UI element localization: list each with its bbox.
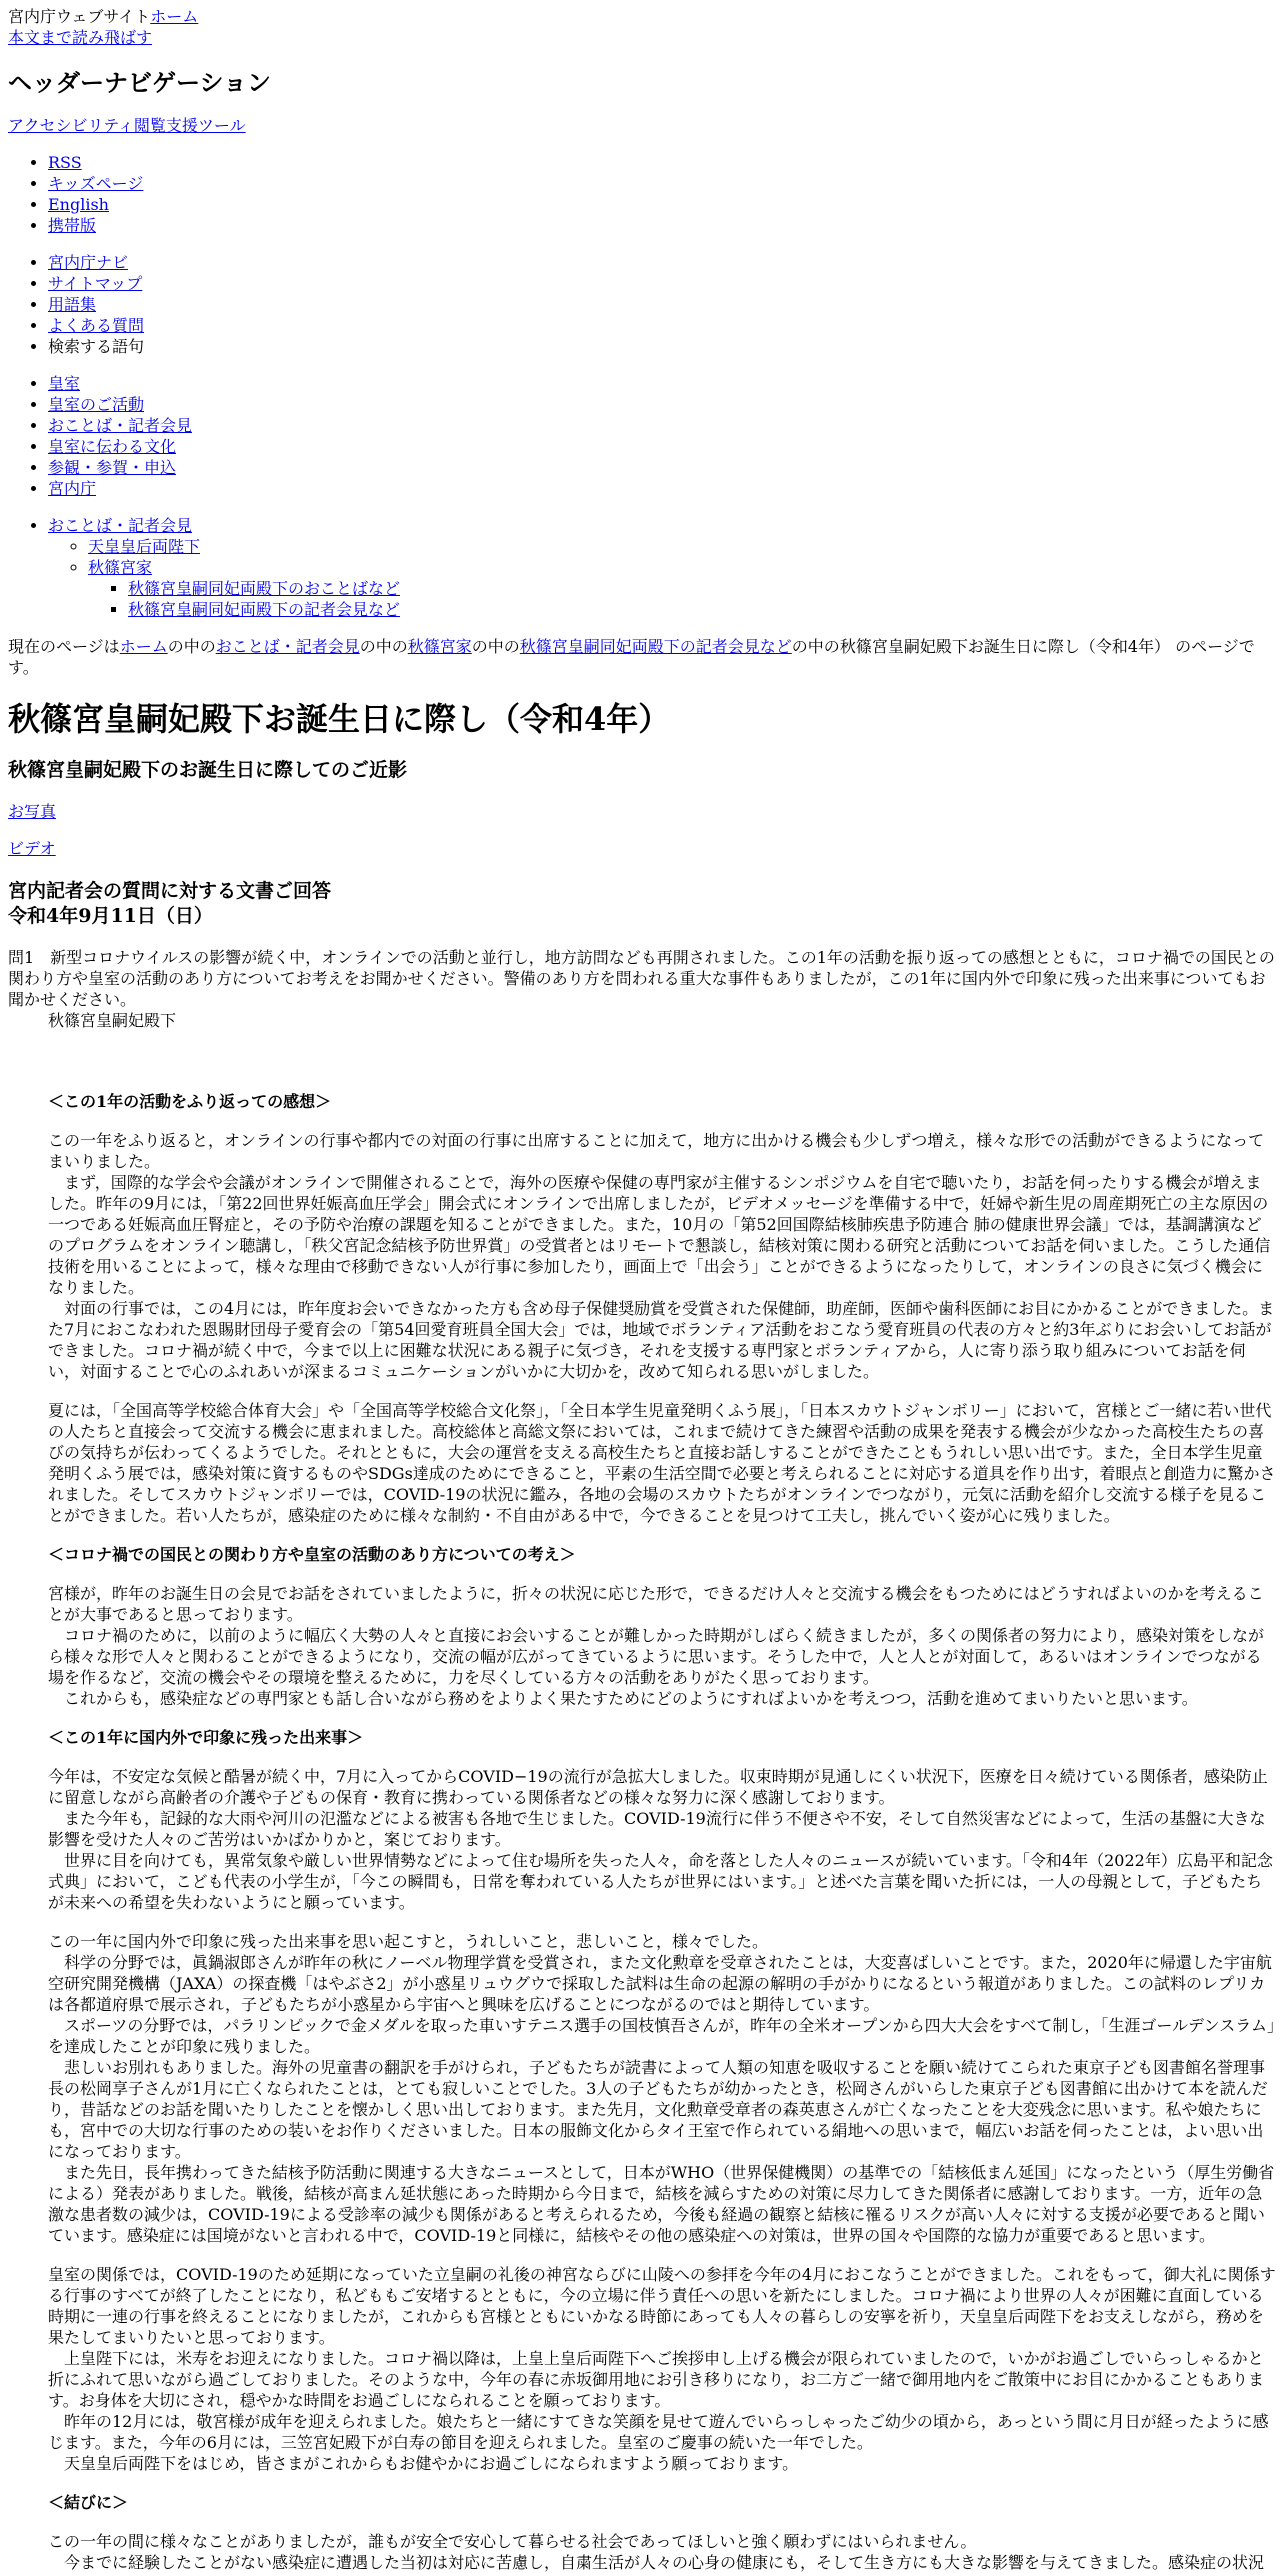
search-label: • 検索する語句 — [48, 336, 1276, 357]
answer-line: 宮様が，昨年のお誕生日の会見でお話をされていましたように，折々の状況に応じた形で，できるだけ人々と交流する機会をもつためにはどうすればよいのかを考えることが大事であると思っております。 — [48, 1584, 1264, 1624]
sitemap-link[interactable]: サイトマップ — [48, 274, 143, 293]
help-nav — [8, 252, 1276, 357]
answer-paragraph — [48, 1400, 1276, 1526]
breadcrumb-current: 秋篠宮皇嗣妃殿下お誕生日に際し（令和4年） のページです。 — [8, 637, 1255, 677]
global-nav-culture[interactable]: 皇室に伝わる文化 — [48, 437, 177, 456]
answer-paragraph — [48, 1931, 1276, 2246]
nav-item — [48, 415, 1276, 436]
press-date: 令和4年9月11日（日） — [8, 905, 213, 927]
answer-line: また今年も，記録的な大雨や河川の氾濫などによる被害も各地で生じました。COVID-19流行に伴う不便さや不安，そして自然災害などによって，生活の基盤に大きな影響を受けた人々のご苦労はいかばかりかと，案じております。 — [48, 1809, 1266, 1849]
breadcrumb-addresses[interactable]: おことば・記者会見 — [215, 637, 360, 656]
answer-section-heading: ＜コロナ禍での国民との関わり方や皇室の活動のあり方についての考え＞ — [48, 1545, 576, 1564]
photo-link-wrap — [8, 801, 1276, 822]
answer-section-heading: ＜この1年に国内外で印象に残った出来事＞ — [48, 1728, 364, 1747]
nav-item — [48, 436, 1276, 457]
answer-line: 皇室の関係では，COVID-19のため延期になっていた立皇嗣の礼後の神宮ならびに山陵への参拝を今年の4月におこなうことができました。これをもって，御大礼に関係する行事のすべてが終了したことになり，私どももご安堵するとともに，今の立場に伴う責任への思いを新たにしました。コロナ禍により世界の人々が困難に直面している時期に一連の行事を終えることになりましたが，これからも宮様とともにいかなる時節にあっても人々の暮らしの安寧を祈り，天皇皇后両陛下をお支えしながら，務めを果たしてまいりたいと思っております。 — [48, 2265, 1276, 2347]
photo-heading: 秋篠宮皇嗣妃殿下のお誕生日に際してのご近影 — [8, 759, 408, 781]
answer-line: 今までに経験したことがない感染症に遭遇した当初は対応に苦慮し，自粛生活が人々の心身の健康にも，そして生き方にも大きな影響を与えてきました。感染症の状況 — [64, 2553, 1265, 2572]
kids-page-link[interactable]: キッズページ — [48, 174, 144, 193]
accessibility-tool-wrap — [8, 115, 1276, 136]
utility-nav — [8, 152, 1276, 236]
nav-item — [48, 394, 1276, 415]
answer-section-heading: ＜結びに＞ — [48, 2493, 129, 2512]
nav-item — [48, 215, 1276, 236]
answer-line: この一年に国内外で印象に残った出来事を思い起こすと，うれしいこと，悲しいこと，様々でした。 — [48, 1932, 769, 1951]
nav-item — [48, 152, 1276, 173]
breadcrumb-akishino[interactable]: 秋篠宮家 — [407, 637, 472, 656]
nav-item — [48, 478, 1276, 499]
global-nav-imperial-family[interactable]: 皇室 — [48, 374, 81, 393]
breadcrumb-sep: の中の — [359, 637, 408, 656]
local-nav-sub — [48, 536, 1276, 620]
answer-line: コロナ禍のために，以前のように幅広く大勢の人々と直接にお会いすることが難しかった時期がしばらく続きましたが，多くの関係者の努力により，感染対策をしながら様々な形で人々と関わることができるようになり，交流の幅が広がってきているように思います。そうした中で，人と人とが対面して，あるいはオンラインでつながる場を作るなど，交流の機会やその環境を整えるために，力を尽くしている方々の活動をありがたく思っております。 — [48, 1626, 1265, 1687]
breadcrumb-prefix: 現在のページは — [8, 637, 120, 656]
site-logo[interactable]: 宮内庁ウェブサイト — [8, 7, 151, 26]
answer-line: 世界に目を向けても，異常気象や厳しい世界情勢などによって住む場所を失った人々，命を落とした人々のニュースが続いています。「令和4年（2022年）広島平和記念式典」において，こども代表の小学生が，「今この瞬間も，日常を奪われている人たちが世界にはいます。」と述べた言葉を聞いた折には，一人の母親として，子どもたちが未来への希望を失わないようにと願っています。 — [48, 1851, 1273, 1912]
question-text: 問1 新型コロナウイルスの影響が続く中，オンラインでの活動と並行し，地方訪問なども再開されました。この1年の活動を振り返っての感想とともに，コロナ禍での国民との関わり方や皇室の活動のあり方についてお考えをお聞かせください。警備のあり方を問われる重大な事件もありましたが，この1年に国内外で印象に残った出来事についてもお聞かせください。 — [8, 948, 1275, 1009]
photo-link[interactable]: お写真 — [8, 802, 57, 821]
english-link[interactable]: English — [48, 195, 109, 214]
global-nav — [8, 373, 1276, 499]
answer-paragraph — [48, 1130, 1276, 1382]
nav-item — [48, 373, 1276, 394]
nav-item — [48, 515, 1276, 620]
nav-item — [48, 194, 1276, 215]
nav-item — [48, 457, 1276, 478]
local-nav-akishino-words[interactable]: 秋篠宮皇嗣同妃両殿下のおことばなど — [128, 579, 401, 598]
answer-paragraph — [48, 1583, 1276, 1709]
nav-item — [48, 173, 1276, 194]
breadcrumb-akishino-press[interactable]: 秋篠宮皇嗣同妃両殿下の記者会見など — [519, 637, 792, 656]
kunaicho-navi-link[interactable]: 宮内庁ナビ — [48, 253, 129, 272]
answer-line: スポーツの分野では，パラリンピックで金メダルを取った車いすテニス選手の国枝慎吾さんが，昨年の全米オープンから四大大会をすべて制し，「生涯ゴールデンスラム」を達成したことが印象に残りました。 — [48, 2016, 1276, 2056]
breadcrumb-sep: の中の — [791, 637, 840, 656]
answer-line: 対面の行事では，この4月には，昨年度お会いできなかった方も含め母子保健奨励賞を受賞された保健師，助産師，医師や歯科医師にお目にかかることができました。また7月におこなわれた恩賜財団母子愛育会の「第54回愛育班員全国大会」では，地域でボランティア活動をおこなう愛育班員の代表の方々と約3年ぶりにお会いしてお話ができました。コロナ禍が続く中で，今まで以上に困難な状況にある親子に気づき，それを支援する専門家とボランティアから，人に寄り添う取り組みについてお話を伺い，対面することで心のふれあいが深まるコミュニケーションがいかに大切かを，改めて知られる思いがしました。 — [48, 1299, 1275, 1381]
local-nav-akishino[interactable]: 秋篠宮家 — [88, 558, 153, 577]
nav-item — [88, 536, 1276, 557]
video-link[interactable]: ビデオ — [8, 839, 56, 858]
answer-line: この一年の間に様々なことがありましたが，誰もが安全で安心して暮らせる社会であってほしいと強く願わずにはいられません。 — [48, 2532, 977, 2551]
answer-line: また先日，長年携わってきた結核予防活動に関連する大きなニュースとして，日本がWHO（世界保健機関）の基準での「結核低まん延国」になったという（厚生労働省による）発表がありました。戦後，結核が高まん延状態にあった時期から今日まで，結核を減らすための対策に尽力してきた関係者に感謝しております。一方，近年の急激な患者数の減少は，COVID-19による受診率の減少も関係があると考えられるため，今後も経過の観察と結核に罹るリスクが高い人々に対する支援が必要であると聞いています。感染症には国境がないと言われる中で，COVID-19と同様に，結核やその他の感染症への対策は，世界の国々や国際的な協力が重要であると思います。 — [48, 2163, 1275, 2245]
local-nav-emperor[interactable]: 天皇皇后両陛下 — [88, 537, 201, 556]
local-nav-akishino-press[interactable]: 秋篠宮皇嗣同妃両殿下の記者会見など — [128, 600, 401, 619]
global-nav-visits[interactable]: 参観・参賀・申込 — [48, 458, 177, 477]
nav-item — [48, 294, 1276, 315]
answer-line: 悲しいお別れもありました。海外の児童書の翻訳を手がけられ，子どもたちが読書によって人類の知恵を吸収することを願い続けてこられた東京子ども図書館名誉理事長の松岡享子さんが1月に亡くなられたことは，とても寂しいことでした。3人の子どもたちが幼かったとき，松岡さんがいらした東京子ども図書館に出かけて本を読んだり，昔話などのお話を聞いたりしたことを懐かしく思い出しております。また先月，文化勲章受章者の森英恵さんが亡くなったことを大変残念に思います。私や娘たちにも，宮中での大切な行事のための装いをお作りくださいました。日本の服飾文化からタイ王室で作られている絹地への思いまで，幅広いお話を伺ったことは，よい思い出になっております。 — [48, 2058, 1268, 2161]
skip-to-content-link[interactable]: 本文まで読み飛ばす — [8, 28, 153, 47]
local-nav — [8, 515, 1276, 620]
answer-line: 天皇皇后両陛下をはじめ，皆さまがこれからもお健やかにお過ごしになられますよう願っております。 — [64, 2454, 799, 2473]
breadcrumb-home[interactable]: ホーム — [119, 637, 168, 656]
video-link-wrap — [8, 838, 1276, 859]
breadcrumb-sep: の中の — [471, 637, 520, 656]
site-header-logos — [8, 6, 1276, 27]
mobile-link[interactable]: 携帯版 — [48, 216, 97, 235]
page-title: 秋篠宮皇嗣妃殿下お誕生日に際し（令和4年） — [8, 700, 671, 738]
glossary-link[interactable]: 用語集 — [48, 295, 97, 314]
answer-line: 上皇陛下には，米寿をお迎えになりました。コロナ禍以降は，上皇上皇后両陛下へご挨拶申し上げる機会が限られていましたので，いかがお過ごしでいらっしゃるかと折にふれて思いながら過ごしておりました。そのような中，今年の春に赤坂御用地にお引き移りになり，お二方ご一緒で御用地内をご散策中にお目にかかることもあります。お身体を大切にされ，穏やかな時間をお過ごしになられることを願っております。 — [48, 2349, 1265, 2410]
local-nav-addresses[interactable]: おことば・記者会見 — [48, 516, 193, 535]
press-heading-text: 宮内記者会の質問に対する文書ご回答 — [8, 880, 332, 902]
answer-section-heading: ＜この1年の活動をふり返っての感想＞ — [48, 1092, 332, 1111]
breadcrumb-sep: の中の — [167, 637, 216, 656]
answer-line: 昨年の12月には，敬宮様が成年を迎えられました。娘たちと一緒にすてきな笑顔を見せて遊んでいらっしゃったご幼少の頃から，あっという間に月日が経ったように感じます。また，今年の6月には，三笠宮妃殿下が白寿の節目を迎えられました。皇室のご慶事の続いた一年でした。 — [48, 2412, 1269, 2452]
local-nav-sub2 — [88, 578, 1276, 620]
nav-item — [48, 273, 1276, 294]
answerer-name: 秋篠宮皇嗣妃殿下 — [48, 1011, 177, 1030]
header-nav-heading: ヘッダーナビゲーション — [8, 68, 272, 97]
accessibility-tool-link[interactable]: アクセシビリティ閲覧支援ツール — [8, 116, 246, 135]
home-link[interactable]: ホーム — [150, 7, 199, 26]
global-nav-activities[interactable]: 皇室のご活動 — [48, 395, 145, 414]
answer-paragraph — [48, 2264, 1276, 2474]
answer-line: まず，国際的な学会や会議がオンラインで開催されることで，海外の医療や保健の専門家が主催するシンポジウムを自宅で聴いたり，お話を伺ったりする機会が増えました。昨年の9月には，「第22回世界妊娠高血圧学会」開会式にオンラインで出席しましたが，ビデオメッセージを準備する中で，妊婦や新生児の周産期死亡の主な原因の一つである妊娠高血圧腎症と，その予防や治療の課題を知ることができました。また，10月の「第52回国際結核肺疾患予防連合 肺の健康世界会議」では，基調講演などのプログラムをオンライン聴講し，「秩父宮記念結核予防世界賞」の受賞者とはリモートで懇談し，結核対策に関わる研究と活動についてお話を伺いました。こうした通信技術を用いることによって，様々な理由で移動できない人が行事に参加したり，画面上で「出会う」ことができるようになったりして，オンラインの良さに気づく機会になりました。 — [48, 1173, 1271, 1297]
global-nav-agency[interactable]: 宮内庁 — [48, 479, 97, 498]
skip-link-wrap — [8, 27, 1276, 48]
nav-item — [48, 315, 1276, 336]
rss-link[interactable]: RSS — [48, 153, 82, 172]
global-nav-addresses[interactable]: おことば・記者会見 — [48, 416, 193, 435]
nav-item — [128, 578, 1276, 599]
answer-line: 今年は，不安定な気候と酷暑が続く中，7月に入ってからCOVID−19の流行が急拡大しました。収束時期が見通しにくい状況下，医療を日々続けている関係者，感染防止に留意しながら高齢者の介護や子どもの保育・教育に携わっている関係者などの様々な努力に深く感謝しております。 — [48, 1767, 1268, 1807]
answer-line: これからも，感染症などの専門家とも話し合いながら務めをよりよく果たすためにどのようにすればよいかを考えつつ，活動を進めてまいりたいと思います。 — [64, 1689, 1198, 1708]
nav-item — [128, 599, 1276, 620]
nav-item — [48, 252, 1276, 273]
answer-paragraph — [48, 2531, 1276, 2573]
nav-item — [88, 557, 1276, 620]
answer-paragraph — [48, 1766, 1276, 1913]
answer-body — [48, 1091, 1276, 2573]
answer-line: 科学の分野では，眞鍋淑郎さんが昨年の秋にノーベル物理学賞を受賞され，また文化勲章を受章されたことは，大変喜ばしいことです。また，2020年に帰還した宇宙航空研究開発機構（JAXA）の探査機「はやぶさ2」が小惑星リュウグウで採取した試料は生命の起源の解明の手がかりになるという報道がありました。この試料のレプリカは各都道府県で展示され，子どもたちが小惑星から宇宙へと興味を広げることにつながるのではと期待しています。 — [48, 1953, 1272, 2014]
breadcrumb — [8, 636, 1276, 678]
answer-line: この一年をふり返ると，オンラインの行事や都内での対面の行事に出席することに加えて，地方に出かける機会も少しずつ増え，様々な形での活動ができるようになってまいりました。 — [48, 1131, 1265, 1171]
faq-link[interactable]: よくある質問 — [48, 316, 145, 335]
press-heading — [8, 879, 1276, 929]
answer-line: 夏には，「全国高等学校総合体育大会」や「全国高等学校総合文化祭」，「全日本学生児童発明くふう展」，「日本スカウトジャンボリー」において，宮様とご一緒に若い世代の人たちと直接会って交流する機会に恵まれました。高校総体と高総文祭においては，これまで続けてきた練習や活動の成果を発表する機会が少なかった高校生たちの喜びの気持ちが伝わってくるようでした。それとともに，大会の運営を支える高校生たちと直接お話しすることができたこともうれしい思い出です。また，全日本学生児童発明くふう展では，感染対策に資するものやSDGs達成のためにできること，平素の生活空間で必要と考えられることに対応する道具を作り出す，着眼点と創造力に驚かされました。そしてスカウトジャンボリーでは，COVID-19の状況に鑑み，各地の会場のスカウトたちがオンラインでつながり，元気に活動を紹介し交流する様子を見ることができました。若い人たちが，感染症のために様々な制約・不自由がある中で，今できることを見つけて工夫し，挑んでいく姿が心に残りました。 — [48, 1401, 1276, 1525]
